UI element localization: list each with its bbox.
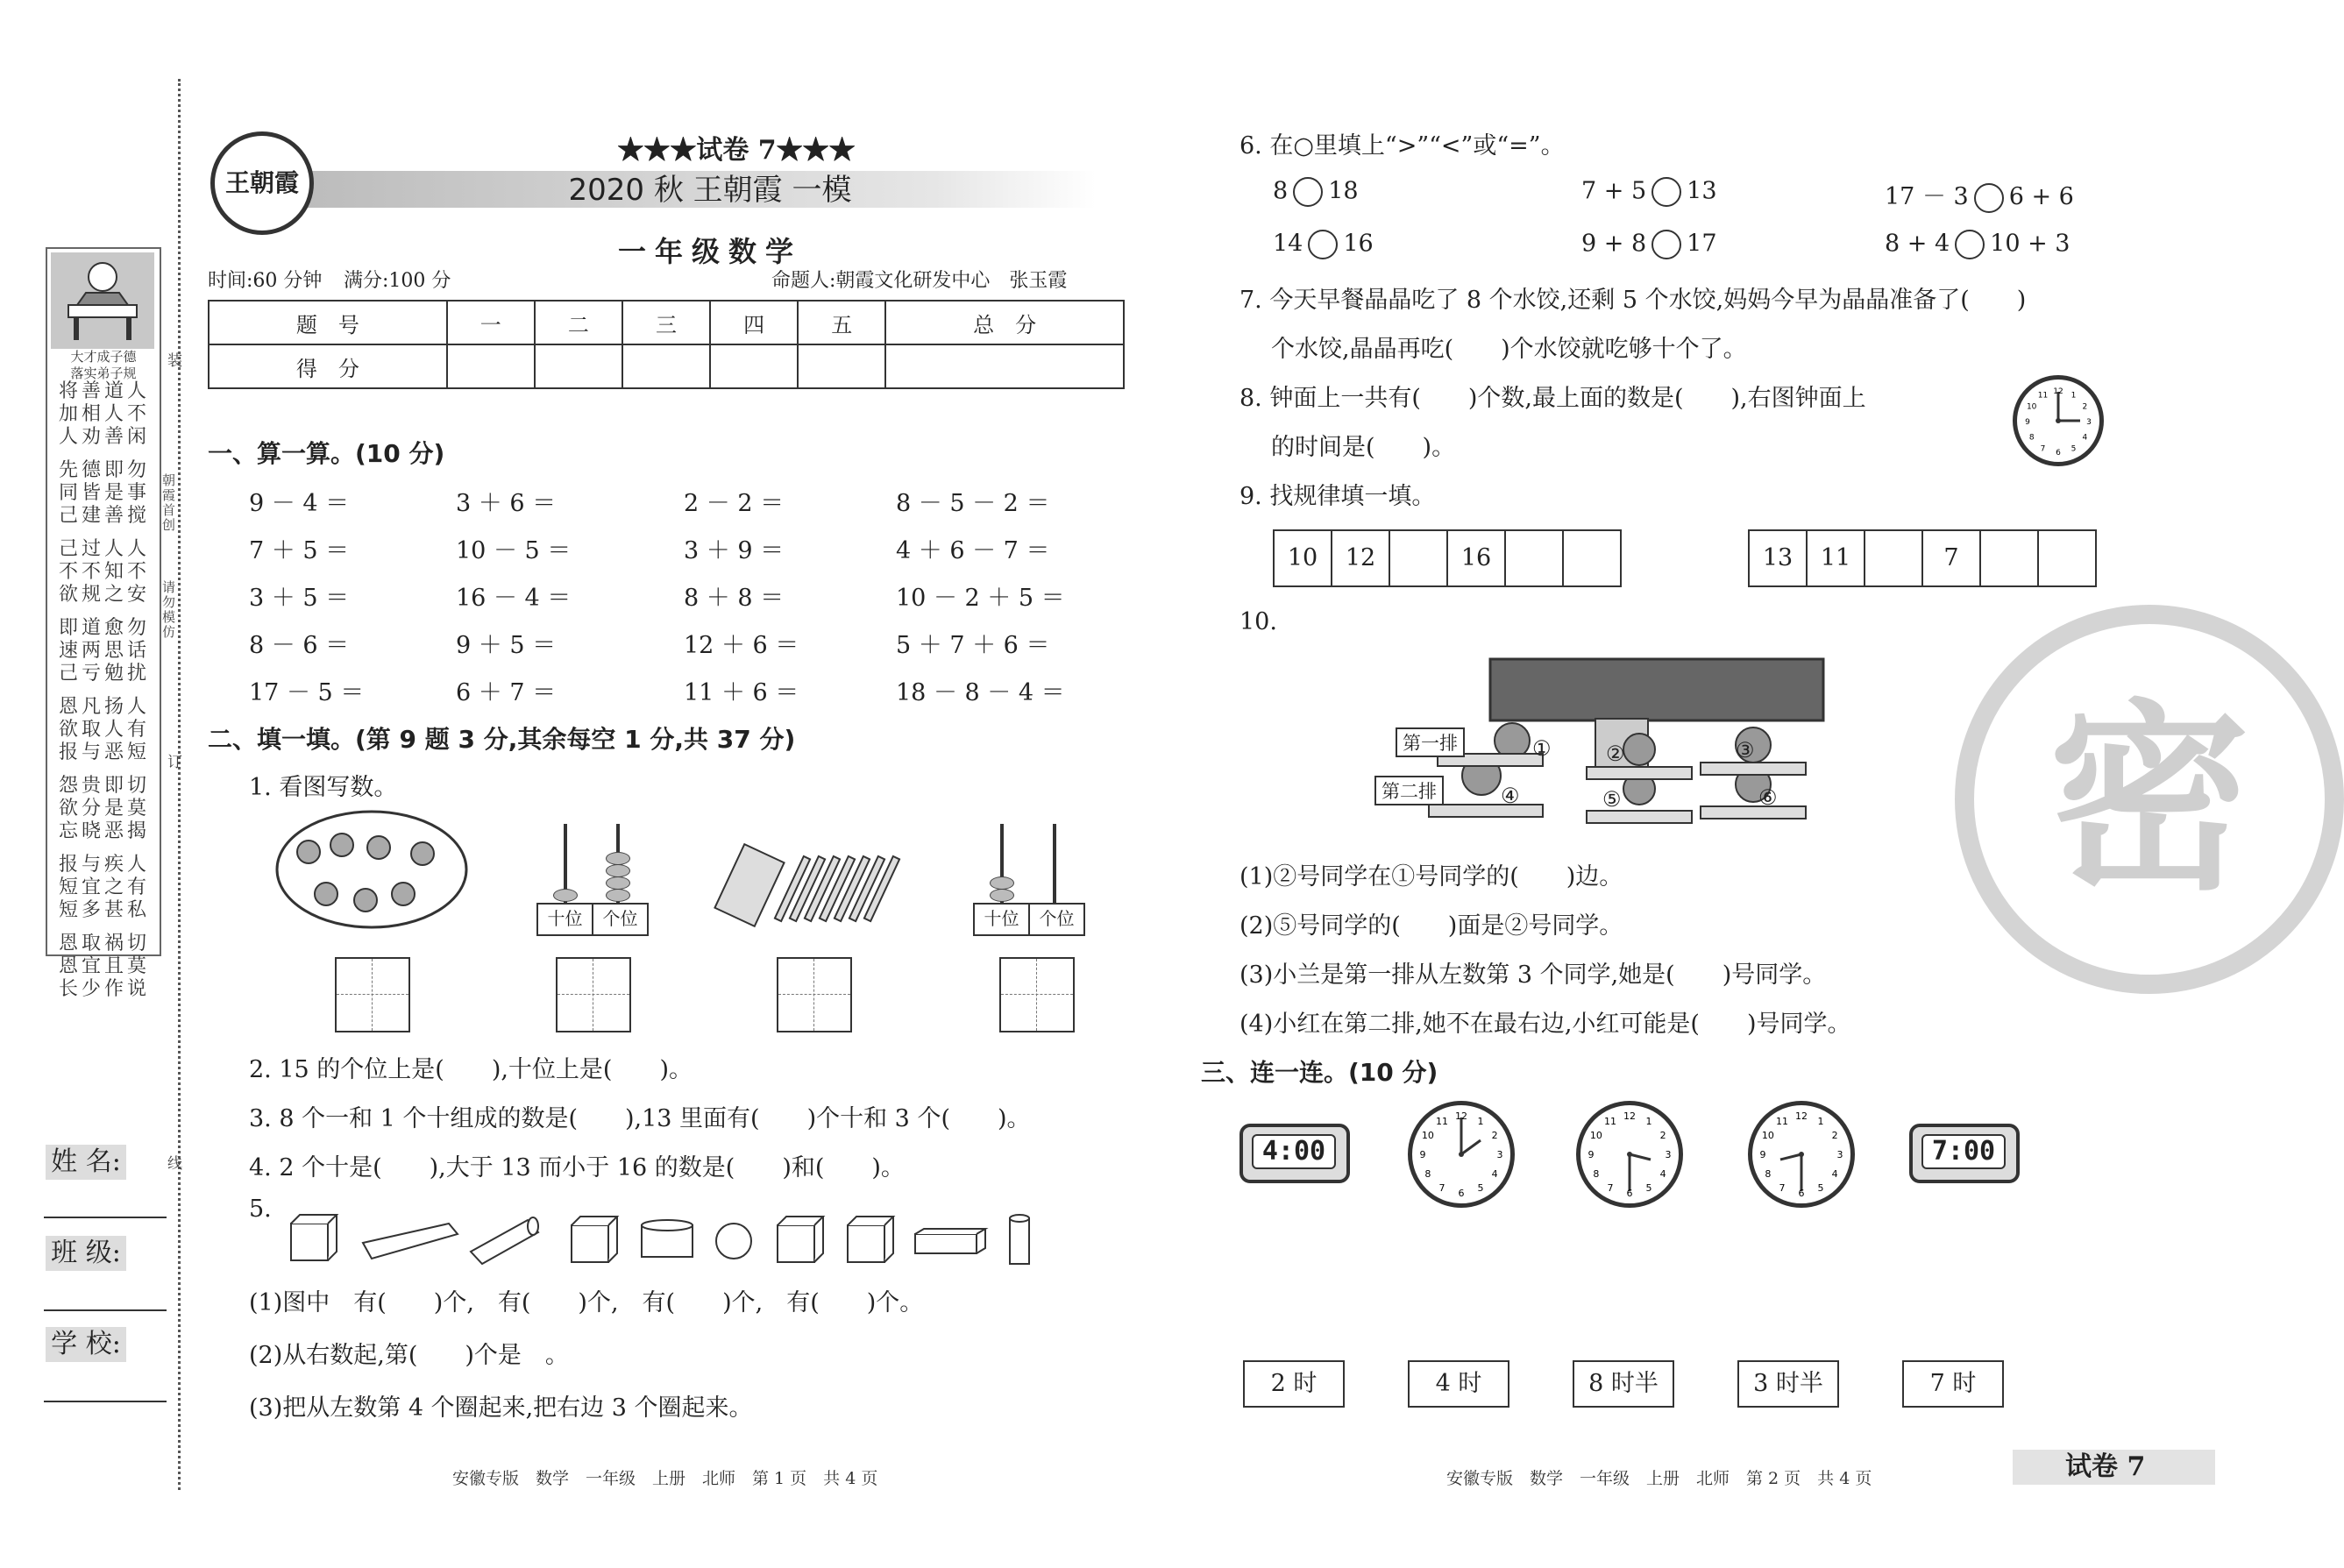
calc-item: 17 － 5 ＝ bbox=[249, 679, 365, 706]
time-limit: 时间:60 分钟 bbox=[208, 270, 323, 292]
compare-left: 7 + 5 bbox=[1581, 177, 1647, 205]
poem-line: 人劝善闲 bbox=[58, 426, 150, 448]
compare-circle[interactable] bbox=[1651, 230, 1681, 259]
sequence-cell: 13 bbox=[1750, 531, 1808, 585]
clock-numeral: 11 bbox=[1776, 1115, 1788, 1127]
sequence-blank[interactable] bbox=[1506, 531, 1564, 585]
bead bbox=[990, 876, 1014, 890]
full-score: 满分:100 分 bbox=[344, 270, 451, 292]
compare-circle[interactable] bbox=[1308, 230, 1338, 259]
poem-line: 欲分是莫 bbox=[58, 798, 150, 819]
question-10-4: (4)小红在第二排,她不在最右边,小红可能是( )号同学。 bbox=[1239, 1011, 1851, 1038]
compare-item bbox=[1581, 230, 1717, 259]
time-box[interactable]: 8 时半 bbox=[1573, 1360, 1674, 1408]
seat-number: ④ bbox=[1501, 784, 1520, 808]
question-2: 2. 15 的个位上是( ),十位上是( )。 bbox=[249, 1056, 693, 1083]
poem-line: 不不知不 bbox=[58, 561, 150, 583]
poem-block bbox=[56, 380, 153, 1011]
clock-numeral: 1 bbox=[1817, 1115, 1824, 1127]
poem-line: 长少作说 bbox=[58, 978, 150, 1000]
section-1-title: 一、算一算。(10 分) bbox=[208, 439, 445, 468]
class-field[interactable] bbox=[44, 1309, 167, 1311]
poem-line: 恩凡扬人 bbox=[58, 696, 150, 718]
clock-numeral: 5 bbox=[1645, 1182, 1652, 1195]
score-header-row bbox=[209, 301, 1124, 344]
clock-numeral: 2 bbox=[2082, 402, 2088, 412]
clock-numeral: 10 bbox=[1421, 1130, 1434, 1141]
question-8a: 8. 钟面上一共有( )个数,最上面的数是( ),右图钟面上 bbox=[1239, 385, 1866, 412]
poem-line: 欲取人有 bbox=[58, 719, 150, 741]
calc-item: 8 ＋ 8 ＝ bbox=[684, 585, 785, 612]
compare-circle[interactable] bbox=[1651, 177, 1681, 207]
score-cell[interactable] bbox=[885, 344, 1124, 388]
calc-item: 10 － 5 ＝ bbox=[456, 537, 572, 564]
poem-line: 怨贵即切 bbox=[58, 775, 150, 797]
footer-right: 安徽专版 数学 一年级 上册 北师 第 2 页 共 4 页 bbox=[1446, 1469, 1872, 1488]
clock-numeral: 9 bbox=[1759, 1149, 1766, 1160]
score-header: 题 号 bbox=[209, 301, 447, 344]
binding-line bbox=[178, 79, 181, 1490]
bead bbox=[553, 889, 578, 902]
score-cell[interactable] bbox=[447, 344, 535, 388]
binding-mark: 订 bbox=[164, 754, 181, 770]
compare-left: 8 + 4 bbox=[1885, 230, 1950, 258]
calc-item: 8 － 6 ＝ bbox=[249, 632, 350, 659]
question-10: 10. bbox=[1239, 608, 1277, 635]
poem-line: 己亏勉扰 bbox=[58, 663, 150, 685]
digital-time: 7:00 bbox=[1921, 1134, 2006, 1169]
clock-numeral: 9 bbox=[1419, 1149, 1426, 1160]
calc-item: 7 ＋ 5 ＝ bbox=[249, 537, 350, 564]
question-3: 3. 8 个一和 1 个十组成的数是( ),13 里面有( )个十和 3 个( )。 bbox=[249, 1105, 1031, 1132]
question-8b: 的时间是( )。 bbox=[1271, 434, 1456, 461]
sequence-blank[interactable] bbox=[1564, 531, 1620, 585]
clock-numeral: 5 bbox=[1817, 1182, 1824, 1195]
compare-right: 17 bbox=[1687, 230, 1717, 258]
time-box[interactable]: 7 时 bbox=[1902, 1360, 2004, 1408]
analog-clock bbox=[1576, 1101, 1683, 1208]
sequence-cell: 12 bbox=[1332, 531, 1390, 585]
clock-numeral: 9 bbox=[2025, 418, 2030, 427]
question-7a: 7. 今天早餐晶晶吃了 8 个水饺,还剩 5 个水饺,妈妈今早为晶晶准备了( ) bbox=[1239, 287, 2027, 314]
clock-numeral: 12 bbox=[1455, 1110, 1467, 1122]
poem-line: 己建善搅 bbox=[58, 505, 150, 527]
compare-item bbox=[1273, 177, 1359, 207]
calc-item: 11 ＋ 6 ＝ bbox=[684, 679, 799, 706]
clock-numeral: 7 bbox=[1779, 1182, 1786, 1195]
school-field[interactable] bbox=[44, 1401, 167, 1402]
poem-line: 同皆是事 bbox=[58, 482, 150, 504]
clock-numeral: 7 bbox=[1607, 1182, 1614, 1195]
sequence-cell: 11 bbox=[1808, 531, 1865, 585]
clock-numeral: 4 bbox=[1659, 1168, 1666, 1180]
calc-item: 3 ＋ 9 ＝ bbox=[684, 537, 785, 564]
compare-left: 17 － 3 bbox=[1885, 183, 1969, 210]
poem-line: 欲规之安 bbox=[58, 584, 150, 606]
clock-numeral: 3 bbox=[2086, 418, 2092, 427]
seat-number: ② bbox=[1606, 741, 1625, 766]
scholar-illustration bbox=[51, 252, 154, 349]
clock-numeral: 4 bbox=[1831, 1168, 1838, 1180]
clock-numeral: 8 bbox=[1424, 1168, 1431, 1180]
binding-mark: 装 bbox=[164, 352, 181, 369]
exam-title: 2020 秋 王朝霞 一模 bbox=[568, 173, 852, 208]
answer-grid[interactable] bbox=[335, 957, 410, 1032]
subject-title: 一年级数学 bbox=[617, 235, 802, 268]
clock-numeral: 3 bbox=[1836, 1149, 1843, 1160]
sticks-picture bbox=[719, 841, 894, 929]
seat-number: ③ bbox=[1736, 738, 1755, 763]
clock-numeral: 11 bbox=[2037, 391, 2049, 401]
class-label: 班 级: bbox=[46, 1236, 126, 1271]
school-label: 学 校: bbox=[46, 1327, 126, 1362]
bead bbox=[606, 889, 630, 902]
clock-numeral: 6 bbox=[1798, 1188, 1805, 1199]
clock-numeral: 6 bbox=[1626, 1188, 1633, 1199]
place-value-table-1 bbox=[536, 903, 649, 936]
poem-line: 短多甚私 bbox=[58, 899, 150, 921]
question-5-1: (1)图中 有( )个, 有( )个, 有( )个, 有( )个。 bbox=[249, 1289, 924, 1316]
compare-item bbox=[1273, 230, 1374, 259]
clock-numeral: 3 bbox=[1496, 1149, 1503, 1160]
seat-number: ⑥ bbox=[1758, 785, 1778, 810]
sequence-blank[interactable] bbox=[2039, 531, 2095, 585]
row-label: 第二排 bbox=[1374, 776, 1444, 805]
clock-numeral: 4 bbox=[1491, 1168, 1498, 1180]
sequence-blank[interactable] bbox=[1981, 531, 2039, 585]
compare-item bbox=[1885, 177, 2074, 213]
bead bbox=[606, 864, 630, 877]
compare-right: 16 bbox=[1343, 230, 1374, 258]
compare-item bbox=[1885, 230, 2070, 259]
tens-label: 十位 bbox=[984, 908, 1019, 929]
poem-line: 报与恶短 bbox=[58, 741, 150, 763]
score-cell[interactable] bbox=[535, 344, 622, 388]
calc-item: 12 ＋ 6 ＝ bbox=[684, 632, 799, 659]
clock-numeral: 12 bbox=[2053, 387, 2063, 396]
clock-numeral: 6 bbox=[1458, 1188, 1465, 1199]
poem-line: 忘晓恶揭 bbox=[58, 820, 150, 842]
clock-numeral: 12 bbox=[1623, 1110, 1636, 1122]
clock-numeral: 1 bbox=[1645, 1115, 1652, 1127]
answer-grid[interactable] bbox=[999, 957, 1075, 1032]
score-row bbox=[209, 344, 1124, 388]
section-2-title: 二、填一填。(第 9 题 3 分,其余每空 1 分,共 37 分) bbox=[208, 725, 796, 754]
clock-numeral: 4 bbox=[2082, 433, 2088, 443]
question-4: 4. 2 个十是( ),大于 13 而小于 16 的数是( )和( )。 bbox=[249, 1154, 905, 1181]
clock-numeral: 12 bbox=[1795, 1110, 1808, 1122]
name-label: 姓 名: bbox=[46, 1145, 126, 1180]
poem-line: 即道愈勿 bbox=[58, 617, 150, 639]
section-3-title: 三、连一连。(10 分) bbox=[1201, 1058, 1438, 1087]
tens-label: 十位 bbox=[547, 908, 583, 929]
score-header: 三 bbox=[622, 301, 710, 344]
bead bbox=[606, 852, 630, 865]
compare-circle[interactable] bbox=[1974, 183, 2004, 213]
clock-numeral: 11 bbox=[1604, 1115, 1616, 1127]
compare-item bbox=[1581, 177, 1717, 207]
calc-item: 18 － 8 － 4 ＝ bbox=[896, 679, 1065, 706]
poem-line: 报与疾人 bbox=[58, 854, 150, 876]
clock-numeral: 7 bbox=[1438, 1182, 1445, 1195]
compare-left: 14 bbox=[1273, 230, 1303, 258]
calc-item: 3 ＋ 6 ＝ bbox=[456, 490, 557, 517]
clock-numeral: 2 bbox=[1491, 1130, 1498, 1141]
clock-numeral: 6 bbox=[2056, 449, 2061, 458]
binding-mark: 线 bbox=[164, 1155, 181, 1172]
exam-number: ★★★试卷 7★★★ bbox=[617, 135, 856, 166]
binding-note: 请勿模仿 bbox=[160, 580, 176, 640]
binding-note: 朝霞首创 bbox=[160, 473, 176, 533]
bead bbox=[606, 876, 630, 890]
compare-right: 18 bbox=[1328, 177, 1359, 205]
exam-tag: 试卷 7 bbox=[2013, 1450, 2215, 1485]
score-cell[interactable] bbox=[710, 344, 798, 388]
calc-item: 9 ＋ 5 ＝ bbox=[456, 632, 557, 659]
footer-left: 安徽专版 数学 一年级 上册 北师 第 1 页 共 4 页 bbox=[452, 1469, 878, 1488]
digital-clock bbox=[1909, 1124, 2020, 1183]
sequence-cell: 7 bbox=[1923, 531, 1981, 585]
seat-number: ① bbox=[1532, 736, 1552, 761]
sequence-blank[interactable] bbox=[1865, 531, 1923, 585]
time-box[interactable]: 2 时 bbox=[1243, 1360, 1345, 1408]
brand-logo bbox=[210, 131, 314, 235]
score-header: 四 bbox=[710, 301, 798, 344]
sequence-cell: 10 bbox=[1275, 531, 1332, 585]
calc-item: 4 ＋ 6 － 7 ＝ bbox=[896, 537, 1050, 564]
question-10-2: (2)⑤号同学的( )面是②号同学。 bbox=[1239, 912, 1623, 940]
motto-line: 落实弟子规 bbox=[70, 365, 137, 381]
compare-right: 10 + 3 bbox=[1990, 230, 2071, 258]
question-5-3: (3)把从左数第 4 个圈起来,把右边 3 个圈起来。 bbox=[249, 1394, 753, 1422]
clock-numeral: 1 bbox=[2071, 391, 2077, 401]
poem-line: 将善道人 bbox=[58, 380, 150, 402]
poem-line: 加相人不 bbox=[58, 403, 150, 425]
score-row-label: 得 分 bbox=[209, 344, 447, 388]
question-5: 5. bbox=[249, 1196, 272, 1223]
clock-numeral: 11 bbox=[1436, 1115, 1448, 1127]
analog-clock bbox=[1748, 1101, 1855, 1208]
answer-grid[interactable] bbox=[777, 957, 852, 1032]
clock-numeral: 8 bbox=[1765, 1168, 1772, 1180]
score-cell[interactable] bbox=[798, 344, 885, 388]
score-table bbox=[208, 300, 1125, 389]
question-5-2: (2)从右数起,第( )个是 。 bbox=[249, 1342, 569, 1369]
question-6: 6. 在○里填上“>”“<”或“=”。 bbox=[1239, 132, 1565, 160]
poem-line: 己过人人 bbox=[58, 538, 150, 560]
time-box[interactable]: 3 时半 bbox=[1737, 1360, 1839, 1408]
sequence-1 bbox=[1273, 529, 1622, 587]
clock-numeral: 2 bbox=[1659, 1130, 1666, 1141]
question-9: 9. 找规律填一填。 bbox=[1239, 483, 1436, 510]
poem-line: 先德即勿 bbox=[58, 459, 150, 481]
digital-clock bbox=[1239, 1124, 1350, 1183]
poem-line: 短宜之有 bbox=[58, 876, 150, 898]
question-10-1: (1)②号同学在①号同学的( )边。 bbox=[1239, 863, 1623, 890]
question-10-3: (3)小兰是第一排从左数第 3 个同学,她是( )号同学。 bbox=[1239, 961, 1827, 989]
poem-line: 速两思话 bbox=[58, 640, 150, 662]
clock-numeral: 5 bbox=[1477, 1182, 1484, 1195]
calc-item: 8 － 5 － 2 ＝ bbox=[896, 490, 1050, 517]
score-header: 一 bbox=[447, 301, 535, 344]
calc-item: 9 － 4 ＝ bbox=[249, 490, 350, 517]
confidential-seal bbox=[1955, 605, 2344, 994]
clock-numeral: 2 bbox=[1831, 1130, 1838, 1141]
clock-numeral: 10 bbox=[1761, 1130, 1774, 1141]
clock-numeral: 9 bbox=[1588, 1149, 1595, 1160]
clock-numeral: 3 bbox=[1665, 1149, 1672, 1160]
author: 命题人:朝霞文化研发中心 张玉霞 bbox=[771, 270, 1068, 292]
clock-numeral: 10 bbox=[1589, 1130, 1602, 1141]
question-7b: 个水饺,晶晶再吃( )个水饺就吃够十个了。 bbox=[1271, 336, 1747, 363]
score-cell[interactable] bbox=[622, 344, 710, 388]
name-field[interactable] bbox=[44, 1217, 167, 1218]
compare-left: 8 bbox=[1273, 177, 1289, 205]
seal-text: 密 bbox=[2048, 681, 2250, 918]
compare-circle[interactable] bbox=[1293, 177, 1323, 207]
clock-numeral: 8 bbox=[2028, 433, 2035, 443]
compare-right: 6 + 6 bbox=[2008, 183, 2074, 210]
question-1: 1. 看图写数。 bbox=[249, 774, 398, 801]
clock-numeral: 1 bbox=[1477, 1115, 1484, 1127]
poem-line: 恩宜且莫 bbox=[58, 955, 150, 977]
score-header: 二 bbox=[535, 301, 622, 344]
motto-line: 大才成子德 bbox=[70, 349, 137, 365]
bead bbox=[990, 889, 1014, 902]
score-header: 总 分 bbox=[885, 301, 1124, 344]
score-header: 五 bbox=[798, 301, 885, 344]
chicks-picture bbox=[273, 808, 471, 931]
ones-label: 个位 bbox=[1028, 905, 1083, 934]
logo-text: 王朝霞 bbox=[224, 168, 299, 197]
answer-grid[interactable] bbox=[556, 957, 631, 1032]
clock-numeral: 8 bbox=[1593, 1168, 1600, 1180]
solids-row bbox=[282, 1208, 1045, 1269]
motto-panel bbox=[46, 247, 161, 1000]
digital-time: 4:00 bbox=[1252, 1134, 1336, 1169]
clock-numeral: 10 bbox=[2026, 402, 2037, 412]
compare-circle[interactable] bbox=[1955, 230, 1985, 259]
clock-numeral: 7 bbox=[2040, 444, 2046, 454]
calc-item: 10 － 2 ＋ 5 ＝ bbox=[896, 585, 1065, 612]
clock-q8 bbox=[2013, 375, 2104, 466]
poem-line: 恩取祸切 bbox=[58, 933, 150, 954]
calc-item: 16 － 4 ＝ bbox=[456, 585, 572, 612]
calc-item: 5 ＋ 7 ＋ 6 ＝ bbox=[896, 632, 1050, 659]
row-label: 第一排 bbox=[1396, 727, 1465, 757]
sequence-2 bbox=[1748, 529, 2097, 587]
clock-numeral: 5 bbox=[2071, 444, 2077, 454]
compare-right: 13 bbox=[1687, 177, 1717, 205]
calc-item: 6 ＋ 7 ＝ bbox=[456, 679, 557, 706]
compare-left: 9 + 8 bbox=[1581, 230, 1647, 258]
sequence-cell: 16 bbox=[1448, 531, 1506, 585]
time-box[interactable]: 4 时 bbox=[1408, 1360, 1509, 1408]
calc-item: 3 ＋ 5 ＝ bbox=[249, 585, 350, 612]
place-value-table-2 bbox=[973, 903, 1085, 936]
ones-label: 个位 bbox=[592, 905, 647, 934]
classroom-picture bbox=[1367, 657, 1832, 841]
sequence-blank[interactable] bbox=[1390, 531, 1448, 585]
seat-number: ⑤ bbox=[1602, 787, 1622, 812]
analog-clock bbox=[1408, 1101, 1515, 1208]
calc-item: 2 － 2 ＝ bbox=[684, 490, 785, 517]
